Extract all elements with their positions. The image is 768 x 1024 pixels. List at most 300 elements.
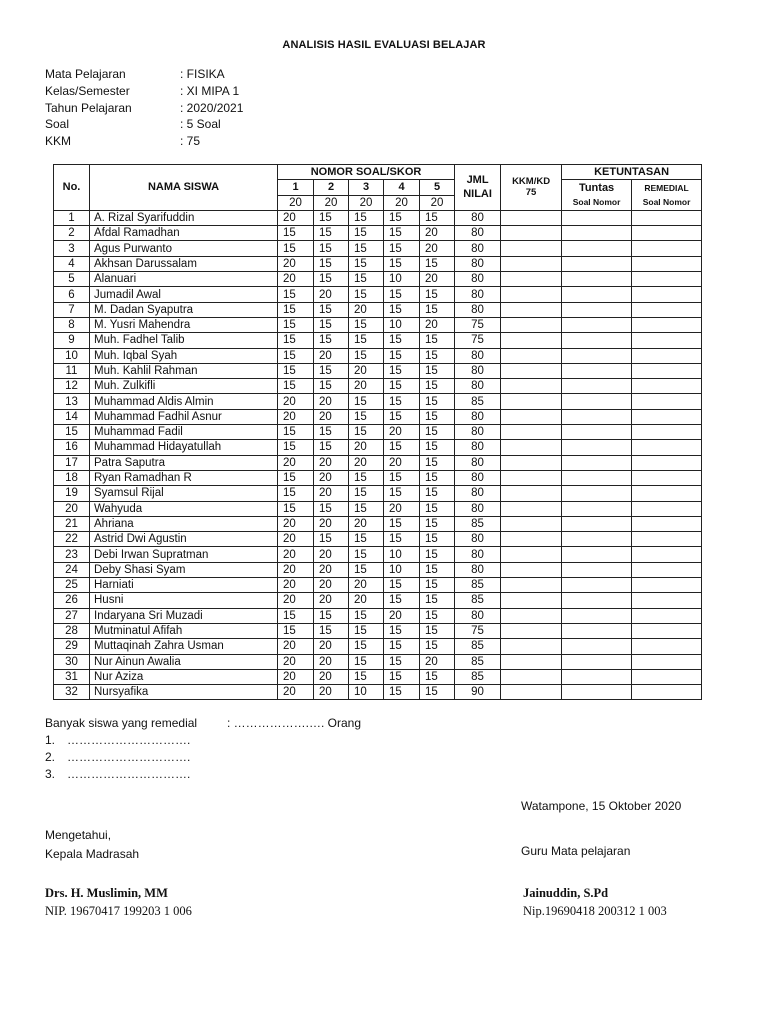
row-score: 15 — [278, 333, 314, 348]
guru-signature-block — [523, 884, 667, 920]
row-score: 15 — [420, 394, 455, 409]
row-score: 15 — [384, 409, 420, 424]
row-score: 15 — [349, 486, 384, 501]
header-tuntas-label: Tuntas — [578, 182, 615, 195]
row-score: 15 — [384, 241, 420, 256]
row-score: 15 — [278, 348, 314, 363]
row-score: 20 — [349, 302, 384, 317]
row-kkm-cell — [501, 226, 562, 241]
table-row — [54, 669, 702, 684]
row-remedial-cell — [632, 608, 702, 623]
row-score: 15 — [278, 287, 314, 302]
row-score: 20 — [314, 470, 349, 485]
row-no: 28 — [54, 623, 90, 638]
row-tuntas-cell — [562, 578, 632, 593]
row-score: 20 — [278, 639, 314, 654]
info-value: : 75 — [180, 134, 201, 149]
row-score: 15 — [314, 501, 349, 516]
row-nama-siswa: Muhammad Aldis Almin — [90, 394, 278, 409]
row-score: 15 — [349, 272, 384, 287]
row-score: 15 — [420, 623, 455, 638]
header-jml-nilai — [455, 165, 501, 211]
row-nama-siswa: M. Dadan Syaputra — [90, 302, 278, 317]
row-nama-siswa: Syamsul Rijal — [90, 486, 278, 501]
header-nomor-soal: NOMOR SOAL/SKOR — [278, 165, 455, 180]
row-nama-siswa: Indaryana Sri Muzadi — [90, 608, 278, 623]
row-tuntas-cell — [562, 593, 632, 608]
table-row — [54, 532, 702, 547]
row-nama-siswa: Nursyafika — [90, 685, 278, 700]
row-nama-siswa: M. Yusri Mahendra — [90, 317, 278, 332]
row-tuntas-cell — [562, 516, 632, 531]
row-score: 15 — [420, 256, 455, 271]
row-jml-nilai: 80 — [455, 272, 501, 287]
row-jml-nilai: 80 — [455, 287, 501, 302]
row-score: 20 — [349, 363, 384, 378]
row-score: 15 — [420, 287, 455, 302]
row-kkm-cell — [501, 379, 562, 394]
row-nama-siswa: Harniati — [90, 578, 278, 593]
row-no: 23 — [54, 547, 90, 562]
row-score: 15 — [420, 608, 455, 623]
info-value: : XI MIPA 1 — [180, 83, 240, 98]
row-no: 30 — [54, 654, 90, 669]
kepala-role: Kepala Madrasah — [45, 847, 140, 861]
row-remedial-cell — [632, 685, 702, 700]
row-nama-siswa: Deby Shasi Syam — [90, 562, 278, 577]
row-jml-nilai: 90 — [455, 685, 501, 700]
table-row — [54, 578, 702, 593]
row-score: 10 — [384, 562, 420, 577]
row-score: 15 — [349, 333, 384, 348]
row-jml-nilai: 75 — [455, 317, 501, 332]
row-remedial-cell — [632, 256, 702, 271]
row-tuntas-cell — [562, 669, 632, 684]
row-tuntas-cell — [562, 532, 632, 547]
row-score: 10 — [384, 547, 420, 562]
table-row — [54, 256, 702, 271]
table-row — [54, 440, 702, 455]
row-score: 15 — [384, 578, 420, 593]
row-score: 20 — [278, 516, 314, 531]
row-jml-nilai: 85 — [455, 578, 501, 593]
row-score: 15 — [314, 226, 349, 241]
row-score: 15 — [420, 562, 455, 577]
table-header — [54, 165, 702, 211]
row-remedial-cell — [632, 532, 702, 547]
row-jml-nilai: 80 — [455, 532, 501, 547]
remedial-item — [45, 766, 361, 783]
remedial-count-value: : ……………….…. Orang — [227, 716, 362, 730]
row-tuntas-cell — [562, 302, 632, 317]
row-tuntas-cell — [562, 654, 632, 669]
row-tuntas-cell — [562, 685, 632, 700]
row-no: 10 — [54, 348, 90, 363]
row-score: 15 — [349, 562, 384, 577]
row-remedial-cell — [632, 409, 702, 424]
row-score: 15 — [420, 425, 455, 440]
row-remedial-cell — [632, 669, 702, 684]
row-jml-nilai: 75 — [455, 333, 501, 348]
row-score: 20 — [278, 593, 314, 608]
row-tuntas-cell — [562, 501, 632, 516]
row-score: 20 — [384, 608, 420, 623]
row-score: 20 — [314, 394, 349, 409]
row-score: 15 — [278, 226, 314, 241]
row-kkm-cell — [501, 256, 562, 271]
row-score: 20 — [314, 685, 349, 700]
row-kkm-cell — [501, 654, 562, 669]
table-row — [54, 363, 702, 378]
remedial-item — [45, 732, 361, 749]
info-label: Mata Pelajaran — [45, 67, 126, 81]
max-score: 20 — [384, 195, 420, 210]
row-remedial-cell — [632, 241, 702, 256]
info-row — [45, 83, 243, 100]
row-no: 9 — [54, 333, 90, 348]
header-tuntas-sub: Soal Nomor — [572, 197, 621, 208]
guru-role: Guru Mata pelajaran — [521, 844, 631, 858]
row-score: 15 — [314, 317, 349, 332]
row-remedial-cell — [632, 287, 702, 302]
row-score: 20 — [314, 593, 349, 608]
remedial-section — [45, 715, 361, 783]
row-score: 20 — [314, 654, 349, 669]
row-remedial-cell — [632, 379, 702, 394]
guru-name: Jainuddin, S.Pd — [523, 886, 609, 900]
row-jml-nilai: 80 — [455, 547, 501, 562]
row-score: 20 — [349, 578, 384, 593]
row-kkm-cell — [501, 287, 562, 302]
row-score: 15 — [349, 532, 384, 547]
row-tuntas-cell — [562, 608, 632, 623]
row-nama-siswa: A. Rizal Syarifuddin — [90, 210, 278, 225]
row-remedial-cell — [632, 302, 702, 317]
header-soal-number: 5 — [420, 180, 455, 195]
row-tuntas-cell — [562, 409, 632, 424]
row-no: 2 — [54, 226, 90, 241]
row-kkm-cell — [501, 501, 562, 516]
row-kkm-cell — [501, 578, 562, 593]
row-remedial-cell — [632, 226, 702, 241]
max-score: 20 — [349, 195, 384, 210]
row-remedial-cell — [632, 333, 702, 348]
row-tuntas-cell — [562, 317, 632, 332]
row-score: 15 — [278, 425, 314, 440]
row-score: 15 — [349, 394, 384, 409]
row-score: 15 — [314, 256, 349, 271]
row-score: 15 — [420, 578, 455, 593]
row-score: 15 — [384, 363, 420, 378]
row-score: 20 — [278, 654, 314, 669]
row-nama-siswa: Nur Aziza — [90, 669, 278, 684]
info-row — [45, 116, 243, 133]
row-jml-nilai: 80 — [455, 348, 501, 363]
table-row — [54, 593, 702, 608]
row-kkm-cell — [501, 210, 562, 225]
row-no: 25 — [54, 578, 90, 593]
row-score: 20 — [314, 562, 349, 577]
row-score: 15 — [420, 348, 455, 363]
header-remedial-sub: Soal Nomor — [642, 197, 691, 208]
table-row — [54, 425, 702, 440]
row-no: 20 — [54, 501, 90, 516]
row-score: 20 — [420, 654, 455, 669]
row-tuntas-cell — [562, 547, 632, 562]
table-row — [54, 348, 702, 363]
row-score: 15 — [420, 363, 455, 378]
row-score: 20 — [278, 394, 314, 409]
row-remedial-cell — [632, 363, 702, 378]
table-row — [54, 608, 702, 623]
row-score: 15 — [384, 379, 420, 394]
row-score: 20 — [384, 501, 420, 516]
row-score: 20 — [349, 593, 384, 608]
info-label: Soal — [45, 117, 70, 132]
row-no: 21 — [54, 516, 90, 531]
row-score: 15 — [314, 363, 349, 378]
info-value: : 5 Soal — [180, 117, 221, 132]
row-tuntas-cell — [562, 455, 632, 470]
row-nama-siswa: Muh. Kahlil Rahman — [90, 363, 278, 378]
row-score: 15 — [278, 623, 314, 638]
row-no: 22 — [54, 532, 90, 547]
row-jml-nilai: 80 — [455, 409, 501, 424]
row-tuntas-cell — [562, 287, 632, 302]
row-tuntas-cell — [562, 363, 632, 378]
row-score: 20 — [420, 226, 455, 241]
row-jml-nilai: 80 — [455, 210, 501, 225]
row-score: 10 — [384, 272, 420, 287]
row-remedial-cell — [632, 639, 702, 654]
row-score: 15 — [420, 440, 455, 455]
row-no: 13 — [54, 394, 90, 409]
row-nama-siswa: Muh. Iqbal Syah — [90, 348, 278, 363]
table-row — [54, 623, 702, 638]
row-nama-siswa: Muttaqinah Zahra Usman — [90, 639, 278, 654]
row-score: 15 — [278, 486, 314, 501]
info-row — [45, 66, 243, 83]
row-tuntas-cell — [562, 379, 632, 394]
table-row — [54, 547, 702, 562]
row-tuntas-cell — [562, 440, 632, 455]
row-no: 29 — [54, 639, 90, 654]
row-tuntas-cell — [562, 394, 632, 409]
row-score: 20 — [349, 516, 384, 531]
row-nama-siswa: Nur Ainun Awalia — [90, 654, 278, 669]
row-score: 15 — [384, 394, 420, 409]
table-row — [54, 562, 702, 577]
info-block — [45, 66, 243, 150]
row-kkm-cell — [501, 440, 562, 455]
row-score: 15 — [349, 623, 384, 638]
row-nama-siswa: Patra Saputra — [90, 455, 278, 470]
row-kkm-cell — [501, 317, 562, 332]
row-nama-siswa: Muhammad Hidayatullah — [90, 440, 278, 455]
row-tuntas-cell — [562, 241, 632, 256]
kepala-nip: NIP. 19670417 199203 1 006 — [45, 904, 192, 918]
row-score: 15 — [349, 317, 384, 332]
row-no: 27 — [54, 608, 90, 623]
table-row — [54, 470, 702, 485]
row-kkm-cell — [501, 516, 562, 531]
row-score: 15 — [349, 547, 384, 562]
row-no: 16 — [54, 440, 90, 455]
row-nama-siswa: Debi Irwan Supratman — [90, 547, 278, 562]
row-score: 20 — [314, 547, 349, 562]
row-score: 15 — [278, 363, 314, 378]
row-score: 15 — [314, 623, 349, 638]
table-row — [54, 379, 702, 394]
row-score: 20 — [278, 409, 314, 424]
row-score: 15 — [420, 516, 455, 531]
row-score: 15 — [349, 470, 384, 485]
row-score: 15 — [314, 210, 349, 225]
kepala-signature-block — [45, 884, 192, 920]
row-score: 20 — [278, 578, 314, 593]
row-remedial-cell — [632, 425, 702, 440]
row-score: 15 — [278, 440, 314, 455]
row-nama-siswa: Alanuari — [90, 272, 278, 287]
row-jml-nilai: 85 — [455, 669, 501, 684]
row-nama-siswa: Muh. Fadhel Talib — [90, 333, 278, 348]
row-remedial-cell — [632, 562, 702, 577]
header-nama-siswa: NAMA SISWA — [90, 165, 278, 211]
guru-nip: Nip.19690418 200312 1 003 — [523, 904, 667, 918]
row-score: 15 — [420, 409, 455, 424]
remedial-item-num: 3. — [45, 767, 56, 781]
row-score: 15 — [349, 226, 384, 241]
row-score: 15 — [349, 501, 384, 516]
remedial-item-text: …………………………. — [67, 733, 191, 747]
header-no: No. — [54, 165, 90, 211]
mengetahui-label: Mengetahui, — [45, 828, 112, 842]
info-value: : 2020/2021 — [180, 100, 244, 115]
row-score: 15 — [420, 669, 455, 684]
row-score: 15 — [384, 486, 420, 501]
row-score: 20 — [384, 455, 420, 470]
row-tuntas-cell — [562, 256, 632, 271]
row-tuntas-cell — [562, 470, 632, 485]
row-score: 20 — [278, 669, 314, 684]
row-tuntas-cell — [562, 486, 632, 501]
row-remedial-cell — [632, 455, 702, 470]
row-kkm-cell — [501, 241, 562, 256]
table-row — [54, 394, 702, 409]
row-jml-nilai: 80 — [455, 608, 501, 623]
row-score: 20 — [384, 425, 420, 440]
row-score: 20 — [420, 317, 455, 332]
row-score: 15 — [349, 210, 384, 225]
row-score: 15 — [420, 547, 455, 562]
row-score: 15 — [278, 302, 314, 317]
header-kkm-line2: 75 — [525, 187, 537, 199]
row-score: 15 — [349, 241, 384, 256]
row-score: 15 — [314, 302, 349, 317]
header-jml-line2: NILAI — [463, 188, 492, 201]
row-score: 20 — [314, 348, 349, 363]
table-row — [54, 409, 702, 424]
row-jml-nilai: 85 — [455, 394, 501, 409]
row-score: 15 — [349, 639, 384, 654]
row-score: 20 — [278, 547, 314, 562]
row-score: 20 — [278, 562, 314, 577]
row-kkm-cell — [501, 639, 562, 654]
remedial-count-row — [45, 715, 361, 732]
row-nama-siswa: Jumadil Awal — [90, 287, 278, 302]
row-score: 20 — [278, 685, 314, 700]
row-score: 20 — [314, 516, 349, 531]
header-tuntas — [562, 180, 632, 211]
row-kkm-cell — [501, 623, 562, 638]
row-score: 20 — [349, 455, 384, 470]
info-label: Kelas/Semester — [45, 83, 130, 98]
row-no: 5 — [54, 272, 90, 287]
row-score: 15 — [349, 654, 384, 669]
row-nama-siswa: Husni — [90, 593, 278, 608]
row-no: 8 — [54, 317, 90, 332]
row-no: 18 — [54, 470, 90, 485]
row-no: 3 — [54, 241, 90, 256]
row-score: 15 — [384, 685, 420, 700]
row-nama-siswa: Muh. Zulkifli — [90, 379, 278, 394]
info-row — [45, 100, 243, 117]
row-kkm-cell — [501, 333, 562, 348]
row-score: 15 — [420, 333, 455, 348]
row-nama-siswa: Astrid Dwi Agustin — [90, 532, 278, 547]
remedial-count-label: Banyak siswa yang remedial — [45, 716, 198, 730]
row-score: 15 — [314, 440, 349, 455]
evaluation-table — [53, 164, 702, 700]
row-kkm-cell — [501, 363, 562, 378]
row-kkm-cell — [501, 348, 562, 363]
table-body — [54, 210, 702, 700]
row-jml-nilai: 80 — [455, 241, 501, 256]
row-score: 15 — [278, 470, 314, 485]
row-score: 15 — [314, 379, 349, 394]
row-no: 19 — [54, 486, 90, 501]
row-no: 15 — [54, 425, 90, 440]
header-kkm-line1: KKM/KD — [512, 176, 551, 188]
row-jml-nilai: 80 — [455, 363, 501, 378]
row-score: 20 — [278, 210, 314, 225]
info-value: : FISIKA — [180, 67, 225, 81]
row-kkm-cell — [501, 547, 562, 562]
row-kkm-cell — [501, 425, 562, 440]
row-kkm-cell — [501, 486, 562, 501]
row-tuntas-cell — [562, 639, 632, 654]
row-no: 14 — [54, 409, 90, 424]
row-kkm-cell — [501, 455, 562, 470]
row-score: 15 — [314, 425, 349, 440]
info-label: Tahun Pelajaran — [45, 100, 132, 115]
row-score: 15 — [384, 532, 420, 547]
row-score: 15 — [278, 241, 314, 256]
row-no: 31 — [54, 669, 90, 684]
row-nama-siswa: Muhammad Fadil — [90, 425, 278, 440]
row-kkm-cell — [501, 394, 562, 409]
row-jml-nilai: 80 — [455, 501, 501, 516]
row-jml-nilai: 80 — [455, 486, 501, 501]
row-no: 6 — [54, 287, 90, 302]
row-kkm-cell — [501, 685, 562, 700]
row-score: 20 — [314, 287, 349, 302]
table-row — [54, 272, 702, 287]
row-nama-siswa: Muhammad Fadhil Asnur — [90, 409, 278, 424]
row-kkm-cell — [501, 532, 562, 547]
row-remedial-cell — [632, 516, 702, 531]
table-row — [54, 455, 702, 470]
